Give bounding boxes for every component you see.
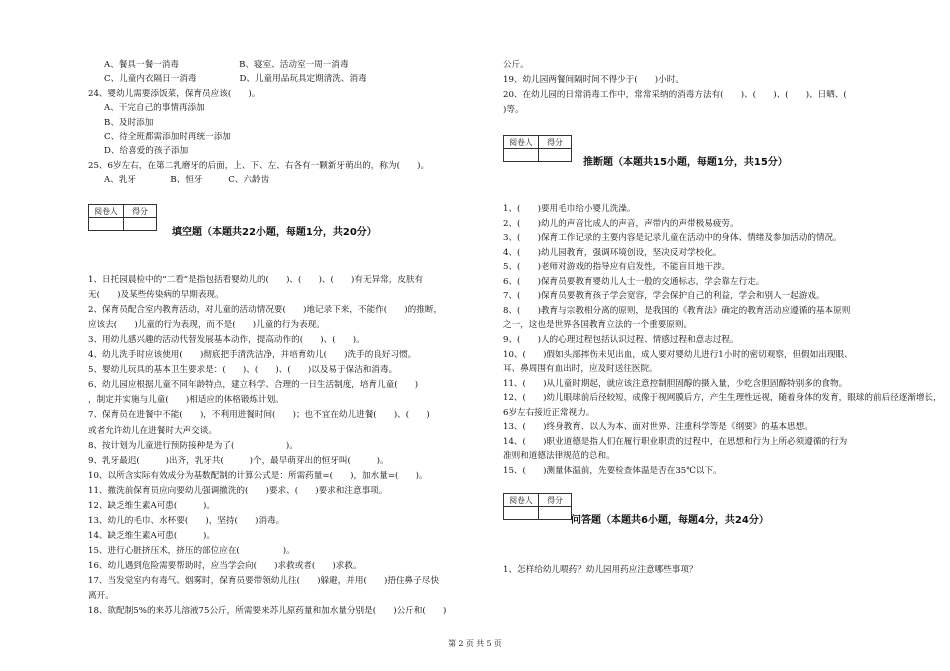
text-line: 11、( )从儿童时期起，就应该注意控制胆固醇的摄入量，少吃含胆固醇特别多的食物。	[503, 378, 848, 389]
text-line: 6、( )保育员要教育婴幼儿人士一般的交通标志，学会靠左行走。	[503, 276, 765, 287]
text-line: 17、当发觉室内有毒气、烟雾时，保育员要带领幼儿往( )躲避，并用( )捂住鼻子尽快	[88, 576, 439, 586]
score-cell	[539, 507, 572, 520]
qa-section-title: 问答题（本题共6小题，每题4分，共24分）	[571, 515, 769, 526]
text-line: 2、保育员配合室内教育活动，对儿童的活动情况要( )地记录下来，不能作( )的推断，	[88, 305, 443, 316]
fill-section-title: 填空题（本题共22小题，每题1分，共20分）	[172, 227, 377, 238]
text-line: C、待全班都需添加时再统一添加	[104, 132, 231, 142]
text-line: 1、日托园晨检中的“二看”是指包括看婴幼儿的( )、( )、( )有无异常，皮肤有	[88, 275, 424, 285]
text-line: 15、进行心脏挤压术，挤压的部位应在( )。	[88, 545, 295, 556]
text-line: D、给喜爱的孩子添加	[104, 146, 189, 157]
text-line: 3、( )保育工作记录的主要内容是记录儿童在活动中的身体、情绪及参加活动的情况。	[503, 233, 842, 244]
text-line: A、餐具一餐一消毒 B、寝室、活动室一周一消毒	[104, 60, 349, 70]
text-line: 10、以所含实际有效成分为基数配制的计算公式是：所需药量=( )，加水量=( )。	[88, 470, 428, 481]
text-line: 耳、鼻周围有血出时，应及时送往医院。	[503, 364, 658, 375]
text-line: 2、( )幼儿的声音比成人的声音，声带内的声带极易疲劳。	[503, 218, 739, 229]
text-line: 4、( )幼儿园教育，强调环境创设，坚决反对学校化。	[503, 247, 722, 258]
text-line: A、干完自己的事情再添加	[104, 103, 205, 114]
text-line: 14、( )职业道德是指人们在履行职业职责的过程中，在思想和行为上所必须遵循的行为	[503, 436, 848, 447]
grader-cell	[504, 149, 539, 162]
text-line: 1、( )要用毛巾给小婴儿洗澡。	[503, 204, 636, 214]
text-line: C、儿童内衣隔日一消毒 D、儿童用品玩具定期清洗、消毒	[104, 74, 367, 85]
text-line: 1、怎样给幼儿喂药？幼儿园用药应注意哪些事项？	[503, 565, 698, 575]
text-line: 公斤。	[503, 60, 529, 70]
text-line: 9、乳牙最迟( )出齐，乳牙共( )个，最早萌芽出的恒牙叫( )。	[88, 455, 389, 466]
text-line: 20、在幼儿园的日常消毒工作中，常常采纳的消毒方法有( )、( )、( )、日晒、(	[503, 90, 864, 100]
text-line: 之一，这也是世界各国教育立法的一个重要原则。	[503, 320, 693, 331]
text-line: 8、( )教育与宗教相分离的原则，是我国的《教育法》确定的教育活动应遵循的基本原则	[503, 305, 851, 316]
text-line: 24、婴幼儿需要添饭菜，保育员应该( )。	[88, 88, 261, 99]
text-line: 8、按计划为儿童进行预防接种是为了( )。	[88, 440, 298, 451]
text-line: 19、幼儿园两餐间隔时间不得少于( )小时。	[503, 75, 684, 85]
page-footer: 第 2 页 共 5 页	[448, 639, 502, 648]
score-label: 得分	[124, 205, 157, 218]
text-line: 10、( )假如头部摔伤未见出血，成人要对婴幼儿进行1小时的密切观察，但假如出现眼、	[503, 349, 853, 360]
text-line: 13、( )终身教育、以人为本、面对世界、注重科学等是《纲要》的基本思想。	[503, 422, 813, 433]
score-box-fill	[88, 204, 157, 231]
text-line: 25、6岁左右，在第二乳磨牙的后面，上、下、左、右各有一颗新牙萌出的，称为( )。	[88, 160, 430, 171]
text-line: 16、幼儿遇到危险需要帮助时，应当学会向( )求救或者( )求救。	[88, 560, 362, 571]
score-label: 得分	[539, 494, 572, 507]
text-line: 11、撤洗前保育员应向要幼儿强调撤洗的( )要求、( )要求和注意事项。	[88, 485, 388, 496]
text-line: 应该去( )儿童的行为表现，而不是( )儿童的行为表现。	[88, 320, 325, 331]
text-line: 5、( )老师对游戏的指导应有启发性，不能盲目地干涉。	[503, 262, 731, 273]
text-line: 4、幼儿洗手时应该使用( )彻底把手清洗洁净，并培育幼儿( )洗手的良好习惯。	[88, 350, 417, 361]
text-line: 3、用幼儿感兴趣的活动代替发展基本动作，提高动作的( )、( )。	[88, 335, 365, 346]
score-box-judge	[503, 135, 572, 162]
score-cell	[124, 218, 157, 231]
score-cell	[539, 149, 572, 162]
text-line: )等。	[503, 105, 524, 115]
text-line: 13、幼儿的毛巾、水杯要( )，坚持( )消毒。	[88, 515, 285, 526]
text-line: 5、婴幼儿玩具的基本卫生要求是：( )、( )、( )以及易于保洁和消毒。	[88, 365, 398, 376]
text-line: 14、缺乏维生素A可患( )。	[88, 530, 215, 541]
text-line: 或者允许幼儿在进餐时大声交谈。	[88, 425, 217, 436]
text-line: 15、( )测量体温前，先要检查体温是否在35℃以下。	[503, 465, 722, 476]
text-line: 7、保育员在进餐中不能( )，不利用进餐时间( )；也不宜在幼儿进餐( )、( )	[88, 410, 430, 421]
text-line: 离开。	[88, 591, 114, 602]
text-line: 9、( )人的心理过程包括认识过程、情感过程和意志过程。	[503, 334, 739, 345]
text-line: 无( )及某些传染病的早期表现。	[88, 290, 224, 301]
text-line: 12、( )幼儿眼球前后径较短，成像于视网膜后方，产生生理性远视，随着身体的发育，眼球的前后径逐渐增长，	[503, 393, 942, 404]
text-line: 准则和道德法律规范的总和。	[503, 451, 615, 462]
grader-label: 阅卷人	[89, 205, 124, 218]
grader-cell	[504, 507, 539, 520]
text-line: A、乳牙 B、恒牙 C、六龄齿	[104, 175, 270, 186]
text-line: 12、缺乏维生素A可患( )。	[88, 500, 215, 511]
text-line: 6岁左右接近正常视力。	[503, 407, 595, 418]
grader-label: 阅卷人	[504, 494, 539, 507]
grader-label: 阅卷人	[504, 136, 539, 149]
text-line: 6、幼儿园应根据儿童不同年龄特点，建立科学、合理的一日生活制度，培育儿童( )	[88, 380, 419, 391]
text-line: ，制定并实施与儿童( )相适应的体格锻炼计划。	[88, 395, 284, 406]
text-line: 18、欲配制5%的来苏儿溶液75公斤，所需要来苏儿原药量和加水量分别是( )公斤和( )	[88, 606, 447, 617]
text-line: B、及时添加	[104, 117, 154, 128]
judge-section-title: 推断题（本题共15小题，每题1分，共15分）	[583, 157, 788, 168]
grader-cell	[89, 218, 124, 231]
text-line: 7、( )保育员要教育孩子学会宽容，学会保护自己的利益，学会和别人一起游戏。	[503, 291, 825, 302]
score-label: 得分	[539, 136, 572, 149]
score-box-qa	[503, 493, 572, 520]
